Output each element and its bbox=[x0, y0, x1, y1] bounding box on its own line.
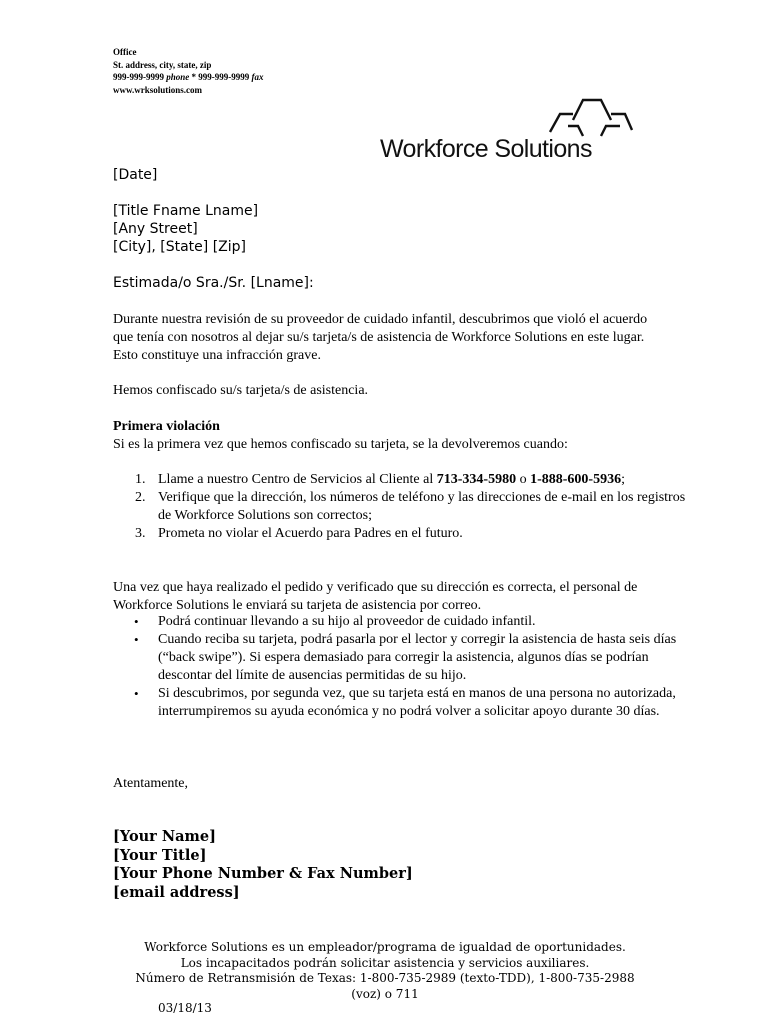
signature-name: [Your Name] bbox=[113, 828, 216, 845]
signature-title: [Your Title] bbox=[113, 846, 207, 864]
first-violation-intro: Si es la primera vez que hemos confiscado su tarjeta, se la devolveremos cuando: bbox=[113, 437, 568, 452]
fax-number: * 999-999-9999 bbox=[191, 72, 250, 82]
paragraph-confiscated: Hemos confiscado su/s tarjeta/s de asistencia. bbox=[113, 383, 369, 398]
office-address: St. address, city, state, zip bbox=[113, 59, 212, 70]
recipient-city: [City], [State] [Zip] bbox=[113, 239, 246, 255]
bullet-icon: • bbox=[134, 686, 139, 701]
phone-local: 713-334-5980 bbox=[436, 472, 517, 487]
list-item bbox=[135, 471, 698, 489]
list-item bbox=[135, 525, 698, 543]
phone-number: 999-999-9999 bbox=[113, 72, 164, 82]
list-item bbox=[134, 631, 698, 685]
first-violation-heading: Primera violación bbox=[113, 419, 220, 434]
signature-phone-fax: [Your Phone Number & Fax Number] bbox=[113, 865, 413, 882]
step-conjunction: o bbox=[516, 472, 531, 487]
phone-tollfree: 1-888-600-5936 bbox=[530, 472, 622, 487]
footer-equal-opportunity: Workforce Solutions es un empleador/programa de igualdad de oportunidades. bbox=[144, 940, 626, 954]
signature-email: [email address] bbox=[113, 883, 240, 901]
step-number: 1. bbox=[135, 472, 146, 487]
step-text: Llame a nuestro Centro de Servicios al Cliente al bbox=[158, 472, 437, 487]
office-name: Office bbox=[113, 47, 137, 57]
bullet-text: Si descubrimos, por segunda vez, que su tarjeta está en manos de una persona no autorizada, interrumpiremos su ayuda económica y no podrá volver a solicitar apoyo durante 30 días. bbox=[158, 686, 676, 719]
bullet-icon: • bbox=[134, 632, 139, 647]
recipient-name: [Title Fname Lname] bbox=[113, 203, 259, 219]
first-violation-section bbox=[113, 418, 658, 454]
salutation: Estimada/o Sra./Sr. [Lname]: bbox=[113, 275, 314, 291]
logo-hexagon-left bbox=[550, 114, 573, 132]
office-website: www.wrksolutions.com bbox=[113, 84, 203, 95]
logo-hexagon-right-bottom bbox=[601, 126, 620, 136]
list-item bbox=[134, 685, 698, 721]
paragraph-violation: Durante nuestra revisión de su proveedor de cuidado infantil, descubrimos que violó el acuerdo que tenía con nosotros al dejar su/s tarjeta/s de asistencia de Workforce Solutions en este lugar. Esto constituye una infracción grave. bbox=[113, 312, 648, 363]
phone-label: phone bbox=[166, 72, 190, 82]
office-header bbox=[113, 46, 264, 96]
step-number: 2. bbox=[135, 490, 146, 505]
step-number: 3. bbox=[135, 526, 146, 541]
logo-wordmark: Workforce Solutions bbox=[380, 135, 592, 163]
recipient-street: [Any Street] bbox=[113, 221, 198, 237]
step-punct: ; bbox=[621, 472, 625, 487]
bullet-text: Cuando reciba su tarjeta, podrá pasarla por el lector y corregir la asistencia de hasta seis días (“back swipe”). Si espera demasiado para corregir la asistencia, algunos días se podrían descontar del límite de ausencias permitidas de su hijo. bbox=[158, 632, 677, 683]
footer-relay-voice: (voz) o 711 bbox=[351, 986, 419, 1001]
bullet-icon: • bbox=[134, 614, 139, 629]
logo-hexagon-right bbox=[611, 114, 632, 130]
step-text: Verifique que la dirección, los números de teléfono y las direcciones de e-mail en los registros de Workforce Solutions son correctos; bbox=[158, 490, 686, 523]
list-item bbox=[134, 613, 698, 631]
signature-block bbox=[113, 828, 413, 902]
steps-list bbox=[113, 471, 698, 543]
list-item bbox=[135, 489, 698, 525]
bullet-text: Podrá continuar llevando a su hijo al proveedor de cuidado infantil. bbox=[158, 614, 536, 629]
footer bbox=[110, 940, 660, 1002]
bullet-list bbox=[113, 613, 698, 721]
paragraph-card-return: Una vez que haya realizado el pedido y verificado que su dirección es correcta, el personal de Workforce Solutions le enviará su tarjeta de asistencia por correo. bbox=[113, 580, 638, 613]
office-phone-fax bbox=[113, 71, 264, 84]
footer-relay-numbers: Número de Retransmisión de Texas: 1-800-735-2989 (texto-TDD), 1-800-735-2988 bbox=[135, 971, 635, 985]
letter-date: [Date] bbox=[113, 167, 158, 183]
footer-date: 03/18/13 bbox=[158, 1001, 212, 1015]
closing: Atentamente, bbox=[113, 776, 189, 791]
footer-accommodations: Los incapacitados podrán solicitar asistencia y servicios auxiliares. bbox=[180, 955, 590, 970]
fax-label: fax bbox=[251, 72, 264, 82]
step-text: Prometa no violar el Acuerdo para Padres en el futuro. bbox=[158, 526, 463, 541]
logo-hexagon-top bbox=[573, 100, 611, 120]
